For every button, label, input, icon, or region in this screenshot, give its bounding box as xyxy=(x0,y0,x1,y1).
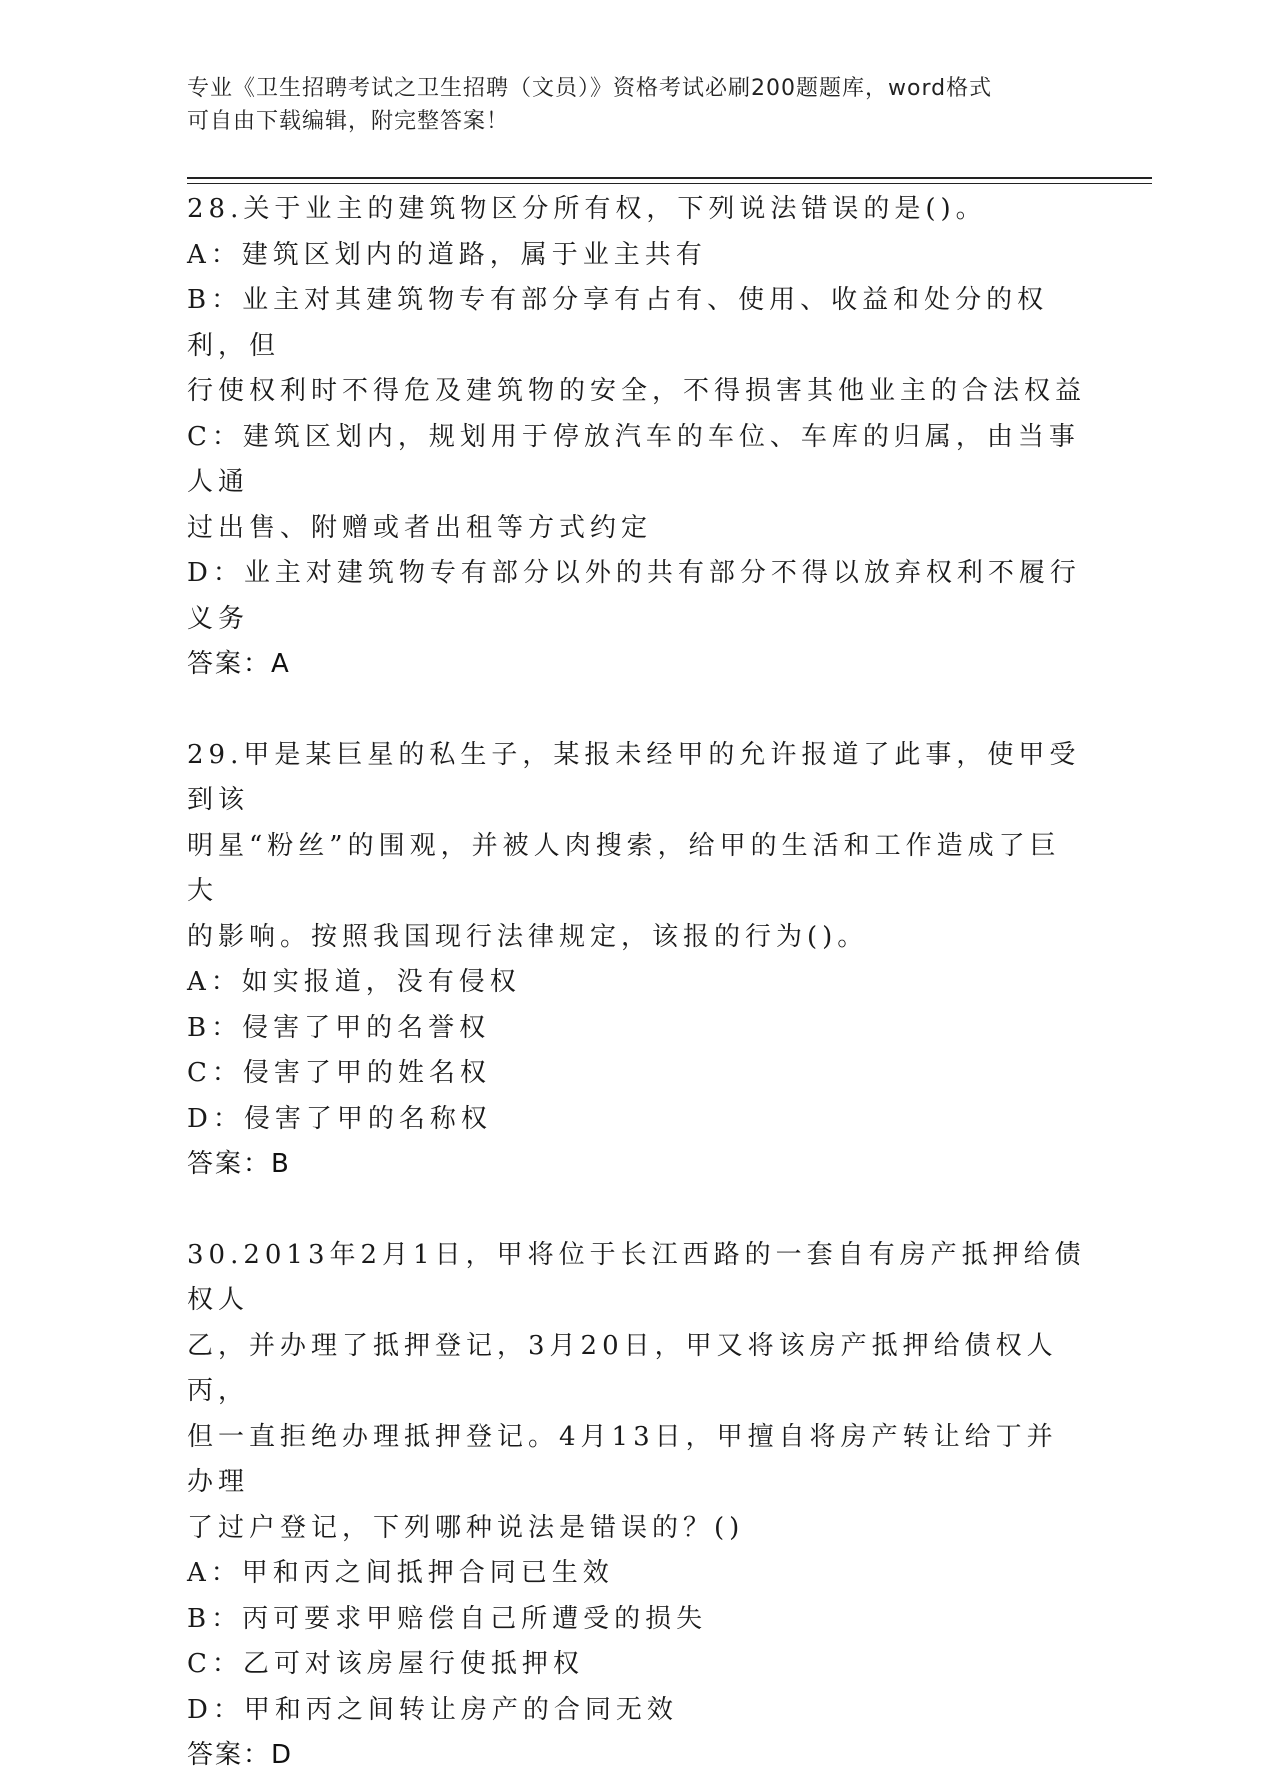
header-divider xyxy=(187,177,1152,179)
question-stem: 乙，并办理了抵押登记，3月20日，甲又将该房产抵押给债权人丙， xyxy=(187,1330,1058,1406)
question-stem: 但一直拒绝办理抵押登记。4月13日，甲擅自将房产转让给丁并办理 xyxy=(187,1421,1058,1497)
question-stem: 29.甲是某巨星的私生子，某报未经甲的允许报道了此事，使甲受到该 xyxy=(187,739,1081,815)
question-30 xyxy=(187,1233,1087,1779)
option-c: C：建筑区划内，规划用于停放汽车的车位、车库的归属，由当事人通 xyxy=(187,421,1080,497)
option-d: D：业主对建筑物专有部分以外的共有部分不得以放弃权利不履行义务 xyxy=(187,558,1081,634)
question-stem: 了过户登记，下列哪种说法是错误的？() xyxy=(187,1512,745,1543)
option-b: B：丙可要求甲赔偿自己所遭受的损失 xyxy=(187,1603,708,1634)
option-a: A：甲和丙之间抵押合同已生效 xyxy=(187,1558,614,1588)
document-header xyxy=(187,72,1067,138)
header-line: 可自由下载编辑，附完整答案！ xyxy=(187,109,510,134)
answer-line: 答案：D xyxy=(187,1740,294,1770)
option-b: 行使权利时不得危及建筑物的安全，不得损害其他业主的合法权益 xyxy=(187,376,1087,406)
question-list xyxy=(187,187,1087,1779)
question-29 xyxy=(187,733,1087,1188)
option-d: D：甲和丙之间转让房产的合同无效 xyxy=(187,1694,678,1725)
option-a: A：建筑区划内的道路，属于业主共有 xyxy=(187,239,707,270)
option-b: B：侵害了甲的名誉权 xyxy=(187,1012,491,1043)
question-28 xyxy=(187,187,1087,688)
header-line: 专业《卫生招聘考试之卫生招聘（文员）》资格考试必刷200题题库，word格式 xyxy=(187,76,993,101)
question-stem: 28.关于业主的建筑物区分所有权，下列说法错误的是()。 xyxy=(187,194,987,224)
question-stem: 30.2013年2月1日，甲将位于长江西路的一套自有房产抵押给债权人 xyxy=(187,1239,1086,1315)
option-d: D：侵害了甲的名称权 xyxy=(187,1103,492,1134)
answer-line: 答案：A xyxy=(187,649,291,679)
question-stem: 的影响。按照我国现行法律规定，该报的行为()。 xyxy=(187,921,869,952)
option-c: 过出售、附赠或者出租等方式约定 xyxy=(187,512,653,543)
question-stem: 明星“粉丝”的围观，并被人肉搜索，给甲的生活和工作造成了巨大 xyxy=(187,830,1061,906)
option-c: C：乙可对该房屋行使抵押权 xyxy=(187,1649,584,1679)
answer-line: 答案：B xyxy=(187,1149,291,1179)
header-divider xyxy=(187,183,1152,184)
option-a: A：如实报道，没有侵权 xyxy=(187,967,521,997)
option-c: C：侵害了甲的姓名权 xyxy=(187,1058,491,1088)
option-b: B：业主对其建筑物专有部分享有占有、使用、收益和处分的权利，但 xyxy=(187,285,1049,361)
